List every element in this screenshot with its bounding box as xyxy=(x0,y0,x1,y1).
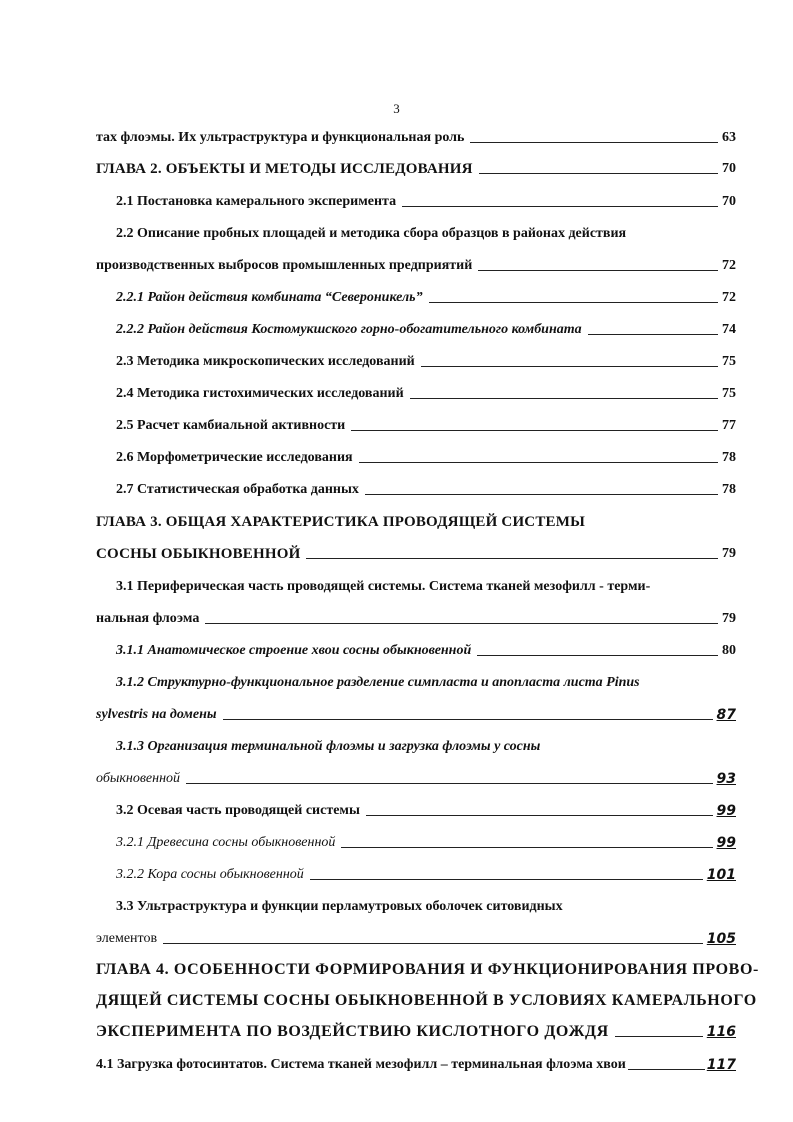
toc-page-number: 72 xyxy=(722,290,736,305)
leader-line xyxy=(628,1069,705,1070)
toc-page-number: 63 xyxy=(722,130,736,145)
leader-line xyxy=(478,270,718,271)
toc-page-number: 77 xyxy=(722,418,736,433)
toc-entry-title: 2.5 Расчет камбиальной активности xyxy=(116,418,346,433)
toc-entry xyxy=(116,449,736,467)
toc-page-number: 93 xyxy=(716,771,736,787)
leader-line xyxy=(410,398,718,399)
toc-page-number: 87 xyxy=(716,707,736,723)
toc-entry-title: 2.6 Морфометрические исследования xyxy=(116,450,353,465)
toc-entry-title: нальная флоэма xyxy=(96,611,200,626)
leader-line xyxy=(163,943,703,944)
toc-page-number: 72 xyxy=(722,258,736,273)
leader-line xyxy=(223,719,713,720)
toc-page-number: 116 xyxy=(706,1024,736,1040)
leader-line xyxy=(186,783,713,784)
toc-entry xyxy=(116,289,736,307)
toc-page-number: 99 xyxy=(716,835,736,851)
toc-entry-title: производственных выбросов промышленных предприятий xyxy=(96,258,473,273)
toc-entry xyxy=(116,353,736,371)
toc-entry-title: 2.3 Методика микроскопических исследований xyxy=(116,354,415,369)
toc-entry xyxy=(116,834,736,852)
toc-entry-title: 3.1.1 Анатомическое строение хвои сосны обыкновенной xyxy=(116,643,472,658)
leader-line xyxy=(615,1036,703,1037)
toc-page-number: 70 xyxy=(722,161,736,176)
toc-page-number: 79 xyxy=(722,611,736,626)
toc-chapter xyxy=(96,160,736,178)
toc-page-number: 80 xyxy=(722,643,736,658)
toc-page-number: 75 xyxy=(722,386,736,401)
leader-line xyxy=(470,142,718,143)
leader-line xyxy=(351,430,718,431)
toc-chapter xyxy=(96,545,736,563)
toc-page-number: 99 xyxy=(716,803,736,819)
toc-entry xyxy=(96,770,736,788)
toc-page-number: 78 xyxy=(722,482,736,497)
toc-page-number: 78 xyxy=(722,450,736,465)
leader-line xyxy=(421,366,718,367)
toc-chapter xyxy=(96,1023,736,1041)
leader-line xyxy=(588,334,718,335)
toc-entry xyxy=(116,642,736,660)
leader-line xyxy=(479,173,718,174)
toc-entry-title: ЭКСПЕРИМЕНТА ПО ВОЗДЕЙСТВИЮ КИСЛОТНОГО ДОЖДЯ xyxy=(96,1023,609,1040)
toc-entry xyxy=(96,706,736,724)
toc-entry-title: 3.1.2 Структурно-функциональное разделение симпласта и апопласта листа Pinus xyxy=(116,675,640,690)
toc-entry xyxy=(96,930,736,948)
leader-line xyxy=(366,815,713,816)
toc-entry xyxy=(96,257,736,275)
toc-entry xyxy=(96,610,736,628)
leader-line xyxy=(477,655,718,656)
leader-line xyxy=(402,206,718,207)
toc-entry-title: СОСНЫ ОБЫКНОВЕННОЙ xyxy=(96,546,301,562)
leader-line xyxy=(310,879,703,880)
toc-entry-title: 3.2 Осевая часть проводящей системы xyxy=(116,803,360,818)
toc-page-number: 79 xyxy=(722,546,736,561)
toc-chapter-title: ГЛАВА 4. ОСОБЕННОСТИ ФОРМИРОВАНИЯ И ФУНКЦИОНИРОВАНИЯ ПРОВО- xyxy=(96,961,759,978)
toc-entry-title: 3.2.1 Древесина сосны обыкновенной xyxy=(116,835,336,850)
toc-entry-title: ГЛАВА 2. ОБЪЕКТЫ И МЕТОДЫ ИССЛЕДОВАНИЯ xyxy=(96,161,473,177)
page-number: 3 xyxy=(393,101,400,116)
toc-entry xyxy=(116,481,736,499)
leader-line xyxy=(341,847,712,848)
toc-page-number: 105 xyxy=(706,931,736,947)
toc-entry-title: 2.4 Методика гистохимических исследований xyxy=(116,386,404,401)
toc-entry-title: 2.2.2 Район действия Костомукшского горно-обогатительного комбината xyxy=(116,322,582,337)
toc-entry-title: 3.1 Периферическая часть проводящей системы. Система тканей мезофилл - терми- xyxy=(116,579,651,594)
toc-entry xyxy=(96,129,736,147)
toc-entry xyxy=(116,417,736,435)
leader-line xyxy=(205,623,718,624)
toc-entry-title: 3.2.2 Кора сосны обыкновенной xyxy=(116,867,304,882)
leader-line xyxy=(306,558,718,559)
leader-line xyxy=(429,302,718,303)
leader-line xyxy=(365,494,718,495)
leader-line xyxy=(359,462,718,463)
toc-entry-title: sylvestris на домены xyxy=(96,707,217,722)
toc-page-number: 74 xyxy=(722,322,736,337)
toc-entry-title: 2.7 Статистическая обработка данных xyxy=(116,482,359,497)
toc-page-number: 101 xyxy=(706,867,736,883)
toc-entry-title: 4.1 Загрузка фотосинтатов. Система тканей мезофилл – терминальная флоэма хвои xyxy=(96,1057,626,1072)
toc-page-number: 70 xyxy=(722,194,736,209)
toc-entry-title: 3.3 Ультраструктура и функции перламутровых оболочек ситовидных xyxy=(116,899,563,914)
toc-entry xyxy=(96,1056,736,1074)
toc-chapter-title: ДЯЩЕЙ СИСТЕМЫ СОСНЫ ОБЫКНОВЕННОЙ В УСЛОВИЯХ КАМЕРАЛЬНОГО xyxy=(96,992,757,1009)
toc-entry-title: 3.1.3 Организация терминальной флоэмы и загрузка флоэмы у сосны xyxy=(116,739,541,754)
toc-entry xyxy=(116,866,736,884)
toc-chapter-title: ГЛАВА 3. ОБЩАЯ ХАРАКТЕРИСТИКА ПРОВОДЯЩЕЙ СИСТЕМЫ xyxy=(96,514,586,530)
toc-entry xyxy=(116,802,736,820)
toc-entry xyxy=(116,385,736,403)
toc-entry-title: 2.2 Описание пробных площадей и методика сбора образцов в районах действия xyxy=(116,226,627,241)
toc-entry-title: 2.1 Постановка камерального эксперимента xyxy=(116,194,397,209)
toc-entry-title: тах флоэмы. Их ультраструктура и функциональная роль xyxy=(96,130,465,145)
toc-entry-title: обыкновенной xyxy=(96,771,181,786)
toc-entry xyxy=(116,193,736,211)
toc-entry xyxy=(116,321,736,339)
toc-entry-title: элементов xyxy=(96,931,158,946)
toc-page-number: 75 xyxy=(722,354,736,369)
toc-page-number: 117 xyxy=(706,1057,736,1073)
toc-entry-title: 2.2.1 Район действия комбината “Североникель” xyxy=(116,290,423,305)
